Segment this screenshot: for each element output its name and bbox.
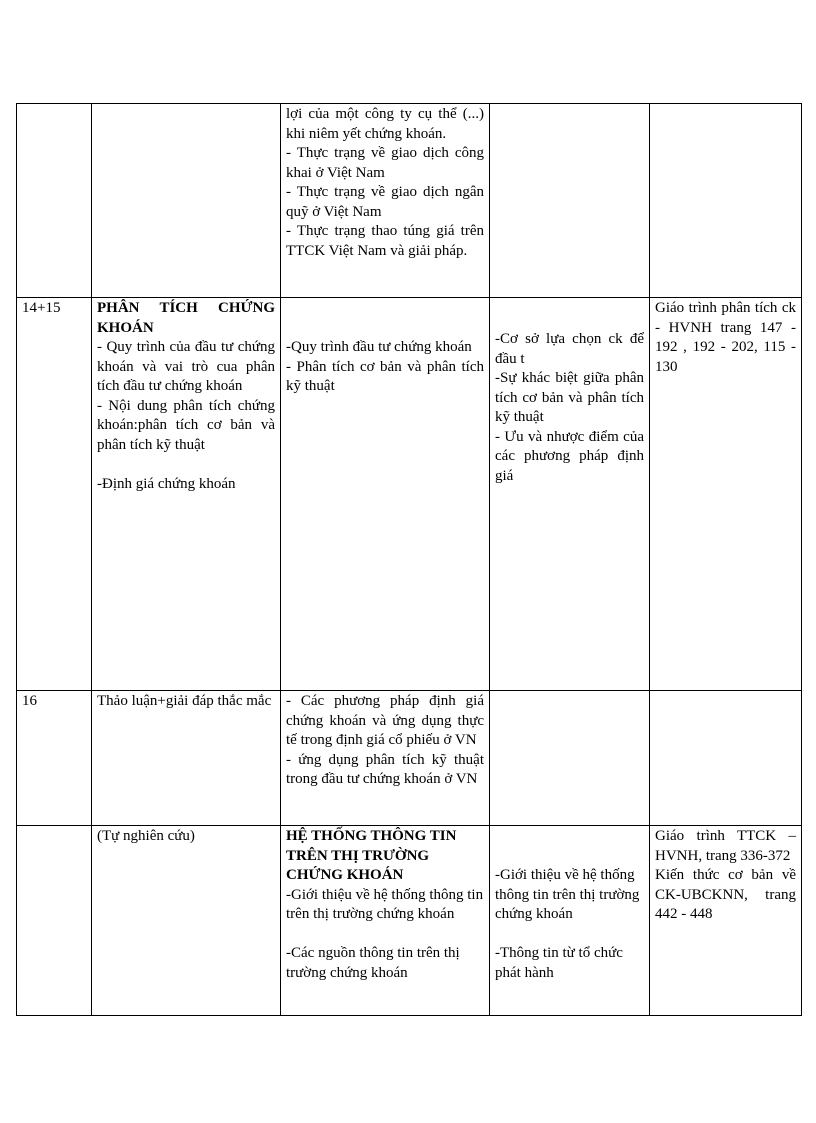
- content-title: HỆ THỐNG THÔNG TIN TRÊN THỊ TRƯỜNG CHỨNG KHOÁN: [286, 828, 457, 883]
- questions-cell: [490, 826, 650, 1016]
- topic-line: - Quy trình của đầu tư chứng khoán và vai trò cua phân tích đầu tư chứng khoán: [97, 339, 275, 394]
- question-line: -Sự khác biệt giữa phân tích cơ bản và phân tích kỹ thuật: [495, 370, 644, 425]
- content-line: -Giới thiệu về hệ thống thông tin trên thị trường chứng khoán: [286, 886, 484, 922]
- session-cell: 16: [17, 691, 92, 826]
- questions-cell: [490, 104, 650, 298]
- content-line: - Phân tích cơ bản và phân tích kỹ thuật: [286, 358, 484, 394]
- content-line: - Thực trạng về giao dịch công khai ở Việt Nam: [286, 145, 484, 181]
- reference-line: Giáo trình TTCK – HVNH, trang 336-372: [655, 828, 796, 864]
- content-line: - Thực trạng thao túng giá trên TTCK Việt Nam và giải pháp.: [286, 223, 484, 259]
- content-line: - ứng dụng phân tích kỹ thuật trong đầu tư chứng khoán ở VN: [286, 751, 484, 787]
- topic-line: (Tự nghiên cứu): [97, 828, 195, 844]
- question-line: -Thông tin từ tổ chức phát hành: [495, 945, 623, 981]
- references-cell: Giáo trình phân tích ck - HVNH trang 147 - 192 , 192 - 202, 115 - 130: [650, 298, 802, 691]
- table-row: [17, 298, 802, 691]
- content-line: -Các nguồn thông tin trên thị trường chứng khoán: [286, 945, 460, 981]
- session-cell: 14+15: [17, 298, 92, 691]
- topic-cell: [92, 298, 281, 691]
- questions-cell: [490, 691, 650, 826]
- content-cell: [281, 104, 490, 298]
- content-line: - Các phương pháp định giá chứng khoán và ứng dụng thực tế trong định giá cổ phiếu ở VN: [286, 693, 484, 748]
- topic-cell: [92, 104, 281, 298]
- table-row: [17, 826, 802, 1016]
- session-cell: [17, 826, 92, 1016]
- content-cell: [281, 826, 490, 1016]
- topic-cell: [92, 691, 281, 826]
- question-line: - Ưu và nhược điểm của các phương pháp định giá: [495, 428, 644, 484]
- topic-line: - Nội dung phân tích chứng khoán:phân tích cơ bản và phân tích kỹ thuật: [97, 397, 275, 453]
- topic-line: Thảo luận+giải đáp thắc mắc: [97, 693, 272, 709]
- table-row: [17, 691, 802, 826]
- question-line: -Cơ sở lựa chọn ck để đầu t: [495, 331, 644, 367]
- table-row: [17, 104, 802, 298]
- reference-line: Kiến thức cơ bản về CK-UBCKNN, trang 442 - 448: [655, 867, 796, 922]
- content-cell: [281, 298, 490, 691]
- topic-title: PHÂN TÍCH CHỨNG KHOÁN: [97, 300, 275, 336]
- content-line: lợi của một công ty cụ thể (...) khi niêm yết chứng khoán.: [286, 106, 484, 142]
- question-line: -Giới thiệu về hệ thống thông tin trên thị trường chứng khoán: [495, 867, 640, 922]
- content-line: -Quy trình đầu tư chứng khoán: [286, 339, 472, 355]
- session-cell: [17, 104, 92, 298]
- references-cell: [650, 691, 802, 826]
- topic-line: -Định giá chứng khoán: [97, 475, 236, 492]
- references-cell: [650, 826, 802, 1016]
- content-cell: [281, 691, 490, 826]
- references-cell: [650, 104, 802, 298]
- content-line: - Thực trạng về giao dịch ngân quỹ ở Việt Nam: [286, 184, 484, 220]
- syllabus-table: [16, 103, 802, 1016]
- questions-cell: [490, 298, 650, 691]
- topic-cell: [92, 826, 281, 1016]
